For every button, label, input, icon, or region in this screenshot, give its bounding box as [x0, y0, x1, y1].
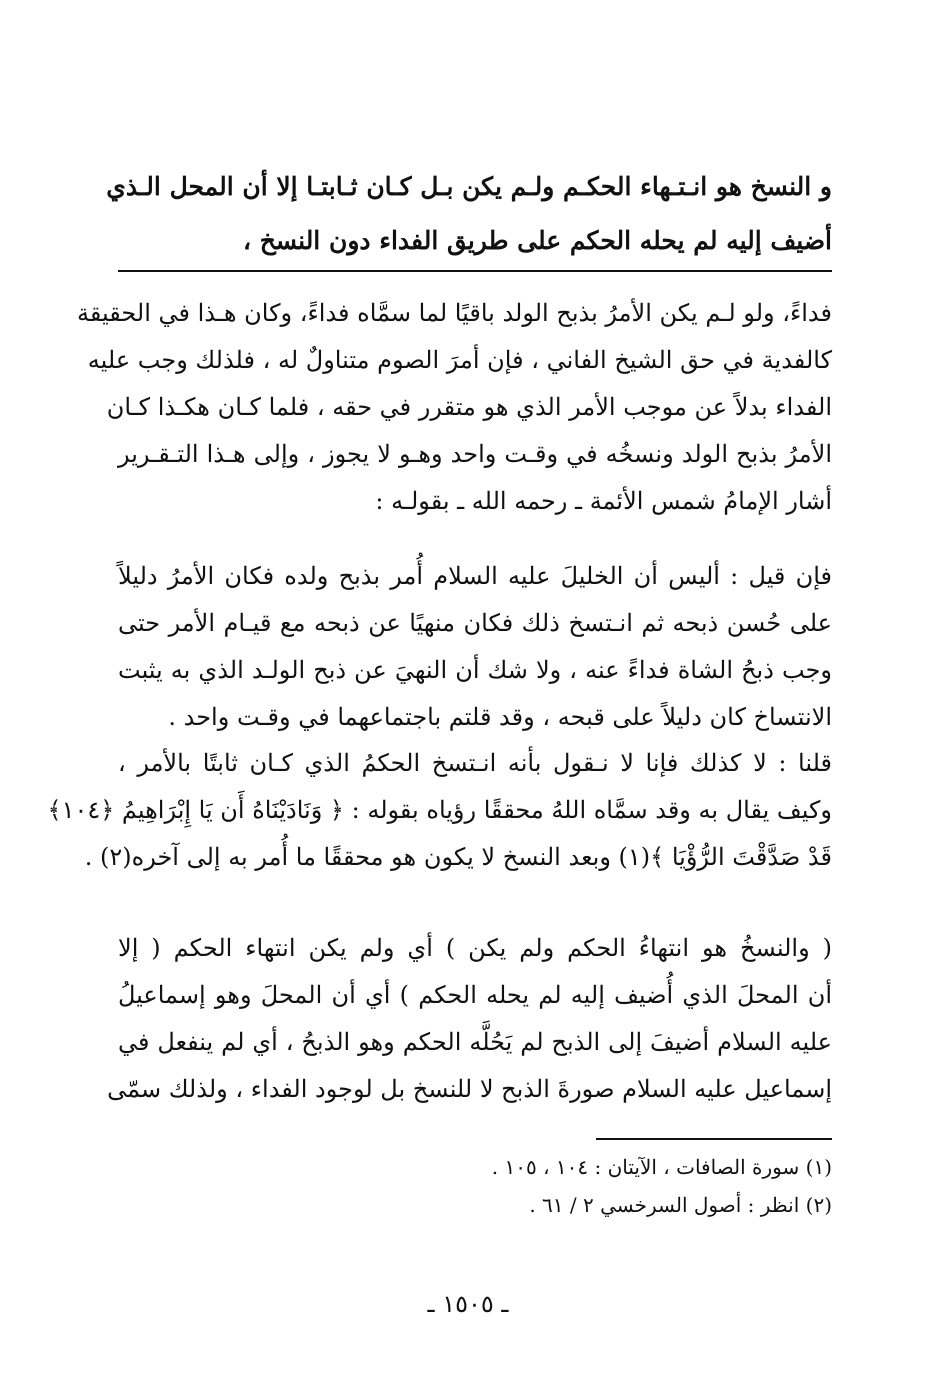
- commentary-paragraph-4: [107, 925, 832, 1113]
- matn-separator-rule: [118, 270, 832, 272]
- text-line: الانتساخ كان دليلاً على قبحه ، وقد قلتم باجتماعهما في وقـت واحد .: [168, 703, 832, 731]
- text-line: ( والنسخُ هو انتهاءُ الحكم ولم يكن ) أي ولم يكن انتهاء الحكم ( إلا: [118, 934, 832, 962]
- text-line: أن المحلَ الذي أُضيف إليه لم يحله الحكم ) أي أن المحلَ وهو إسماعيلُ: [118, 981, 832, 1009]
- footnote-2: (٢) انظر : أصول السرخسي ٢ / ٦١ .: [529, 1193, 832, 1217]
- text-line: إسماعيل عليه السلام صورةَ الذبح لا للنسخ بل لوجود الفداء ، ولذلك سمّى: [107, 1075, 832, 1103]
- commentary-paragraph-1: [77, 290, 832, 525]
- text-line: أشار الإمامُ شمس الأئمة ـ رحمه الله ـ بقولـه :: [375, 487, 832, 515]
- matn-line: أضيف إليه لم يحله الحكم على طريق الفداء دون النسخ ،: [242, 226, 832, 255]
- text-line: فإن قيل : أليس أن الخليلَ عليه السلام أُمر بذبح ولده فكان الأمرُ دليلاً: [118, 562, 832, 590]
- footnote-1: (١) سورة الصافات ، الآيتان : ١٠٤ ، ١٠٥ .: [491, 1155, 832, 1179]
- text-line: عليه السلام أضيفَ إلى الذبح لم يَحُلَّه الحكم وهو الذبحُ ، أي لم ينفعل في: [118, 1028, 832, 1056]
- text-line: وكيف يقال به وقد سمَّاه اللهُ محققًا رؤياه بقوله : ﴿ وَنَادَيْنَاهُ أَن يَا إِبْرَاهِيمُ ﴿١٠٤﴾: [47, 796, 832, 824]
- text-line: فداءً، ولو لـم يكن الأمرُ بذبح الولد باقيًا لما سمَّاه فداءً، وكان هـذا في الحقيقة: [77, 299, 832, 327]
- text-line: قلنا : لا كذلك فإنا لا نـقول بأنه انـتسخ الحكمُ الذي كـان ثابتًا بالأمر ،: [118, 749, 832, 777]
- text-line: وجب ذبحُ الشاة فداءً عنه ، ولا شك أن النهيَ عن ذبح الولـد الذي به يثبت: [118, 656, 832, 684]
- commentary-paragraph-2: [118, 553, 832, 741]
- matn-line: و النسخ هو انـتـهاء الحكـم ولـم يكن بـل كـان ثـابتـا إلا أن المحل الـذي: [106, 172, 832, 201]
- text-line: الأمرُ بذبح الولد ونسخُه في وقـت واحد وهـو لا يجوز ، وإلى هـذا التـقـرير: [118, 440, 832, 468]
- text-line: قَدْ صَدَّقْتَ الرُّؤْيَا ﴾(١) وبعد النسخ لا يكون هو محققًا ما أُمر به إلى آخره(٢) .: [84, 843, 832, 871]
- commentary-paragraph-3: [47, 740, 832, 881]
- footnote-separator-rule: [596, 1138, 832, 1140]
- text-line: الفداء بدلاً عن موجب الأمر الذي هو متقرر في حقه ، فلما كـان هكـذا كـان: [106, 393, 832, 421]
- footnotes: [118, 1148, 832, 1224]
- page-number: ـ ١٥٠٥ ـ: [427, 1290, 509, 1318]
- text-line: كالفدية في حق الشيخ الفاني ، فإن أمرَ الصوم متناولٌ له ، فلذلك وجب عليه: [87, 346, 832, 374]
- text-line: على حُسن ذبحه ثم انـتسخ ذلك فكان منهيًا عن ذبحه مع قيـام الأمر حتى: [118, 609, 832, 637]
- matn-text: [106, 160, 832, 268]
